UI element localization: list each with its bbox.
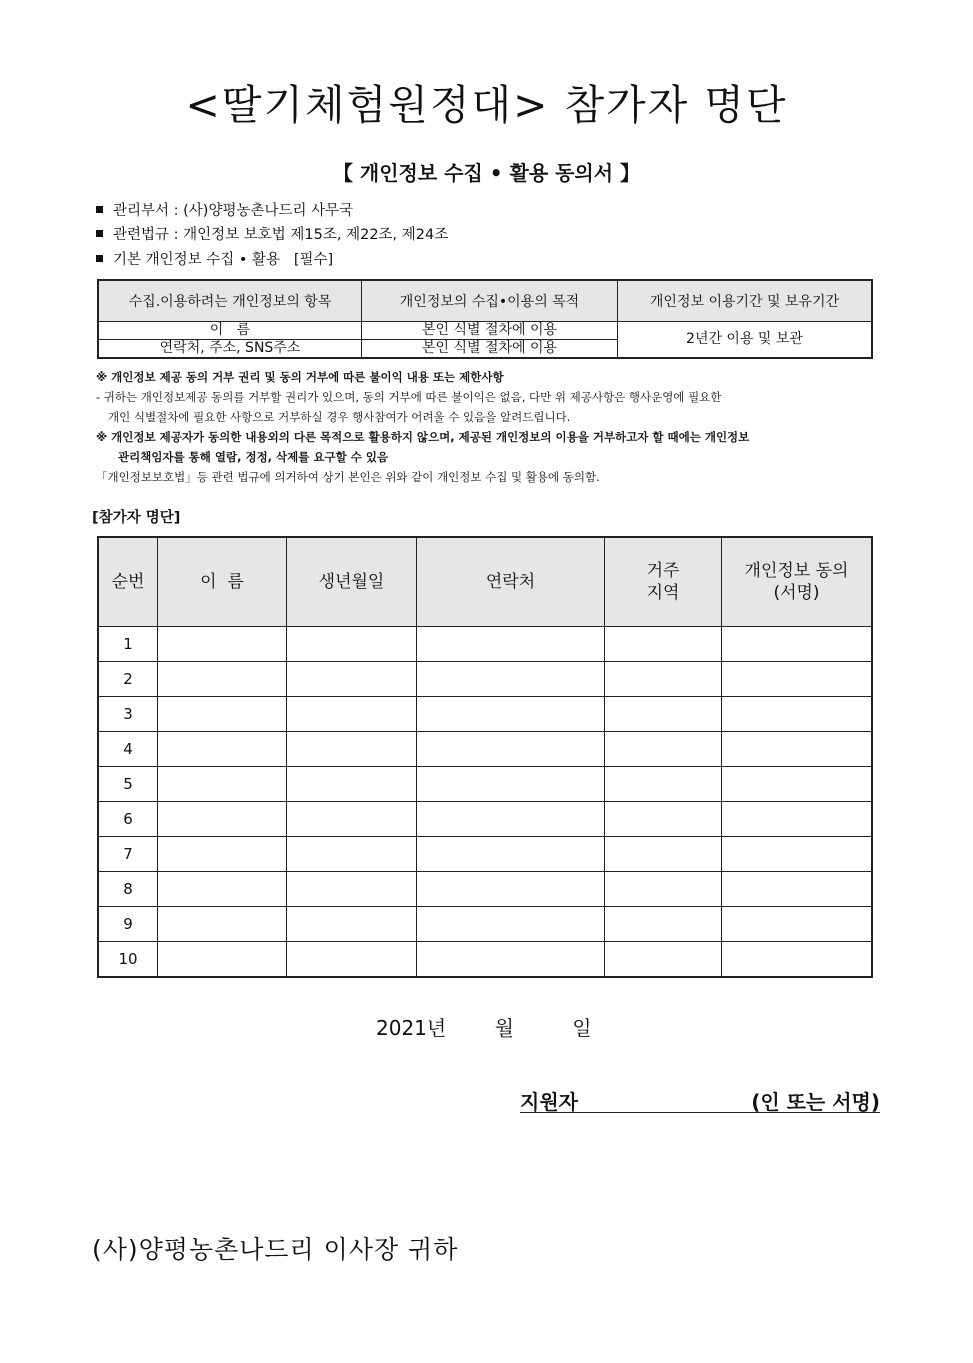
date-day: 일 [572,1016,592,1040]
header-number: 순번 [98,537,158,627]
signature-cell[interactable] [722,662,873,697]
name-cell[interactable] [158,767,287,802]
square-bullet-icon [96,230,103,237]
contact-cell[interactable] [417,907,605,942]
applicant-label: 지원자 [520,1090,578,1114]
contact-cell[interactable] [417,697,605,732]
residence-cell[interactable] [605,942,722,978]
contact-cell[interactable] [417,662,605,697]
square-bullet-icon [96,255,103,262]
birthdate-cell[interactable] [287,732,417,767]
note-line: 개인 식별절차에 필요한 사항으로 거부하실 경우 행사참여가 어려울 수 있음을 알려드립니다. [108,410,571,424]
birthdate-cell[interactable] [287,627,417,662]
birthdate-cell[interactable] [287,872,417,907]
header-residence: 거주 지역 [605,537,722,627]
row-number: 9 [98,907,158,942]
birthdate-cell[interactable] [287,837,417,872]
participant-list-label: [참가자 명단] [92,510,181,526]
header-birthdate: 생년월일 [287,537,417,627]
signature-cell[interactable] [722,907,873,942]
row-number: 10 [98,942,158,978]
residence-cell[interactable] [605,697,722,732]
residence-cell[interactable] [605,732,722,767]
consent-notes [96,367,866,487]
contact-cell[interactable] [417,732,605,767]
table-row [98,837,872,872]
signature-cell[interactable] [722,837,873,872]
residence-cell[interactable] [605,837,722,872]
note-line: - 귀하는 개인정보제공 동의를 거부할 권리가 있으며, 동의 거부에 따른 불이익은 없음, 다만 위 제공사항은 행사운영에 필요한 [96,390,722,404]
row-number: 7 [98,837,158,872]
consent-period: 2년간 이용 및 보관 [618,322,873,359]
name-cell[interactable] [158,907,287,942]
row-number: 6 [98,802,158,837]
header-purpose: 개인정보의 수집•이용의 목적 [362,280,618,322]
page-title: <딸기체험원정대> 참가자 명단 [185,81,788,129]
date-month: 월 [494,1016,514,1040]
signature-cell[interactable] [722,872,873,907]
note-line: ※ 개인정보 제공자가 동의한 내용외의 다른 목적으로 활용하지 않으며, 제공된 개인정보의 이용을 거부하고자 할 때에는 개인정보 [96,430,750,444]
note-line: 「개인정보보호법」등 관련 법규에 의거하여 상기 본인은 위와 같이 개인정보 수집 및 활용에 동의함. [96,470,600,484]
header-contact: 연락처 [417,537,605,627]
residence-cell[interactable] [605,907,722,942]
residence-cell[interactable] [605,767,722,802]
signature-line[interactable] [520,1086,880,1113]
table-row [98,662,872,697]
contact-cell[interactable] [417,942,605,978]
header-item: 수집.이용하려는 개인정보의 항목 [98,280,362,322]
signature-note: (인 또는 서명) [751,1090,880,1114]
table-row [98,697,872,732]
table-row [98,767,872,802]
info-item-department: 관리부서 : (사)양평농촌나드리 사무국 [96,199,353,220]
name-cell[interactable] [158,802,287,837]
name-cell[interactable] [158,837,287,872]
name-cell[interactable] [158,872,287,907]
table-row [98,802,872,837]
name-cell[interactable] [158,732,287,767]
consent-item: 연락처, 주소, SNS주소 [98,340,362,359]
signature-cell[interactable] [722,627,873,662]
row-number: 2 [98,662,158,697]
contact-cell[interactable] [417,802,605,837]
contact-cell[interactable] [417,627,605,662]
consent-item: 이 름 [98,322,362,340]
consent-form-subtitle: 【 개인정보 수집 • 활용 동의서 】 [332,161,641,185]
row-number: 5 [98,767,158,802]
consent-row [98,322,872,340]
residence-cell[interactable] [605,802,722,837]
birthdate-cell[interactable] [287,767,417,802]
note-line: 관리책임자를 통해 열람, 정정, 삭제를 요구할 수 있음 [118,450,389,464]
addressee: (사)양평농촌나드리 이사장 귀하 [92,1235,459,1264]
signature-cell[interactable] [722,732,873,767]
signature-cell[interactable] [722,802,873,837]
name-cell[interactable] [158,697,287,732]
info-item-required: 기본 개인정보 수집 • 활용 [필수] [96,248,333,269]
row-number: 3 [98,697,158,732]
signature-cell[interactable] [722,697,873,732]
birthdate-cell[interactable] [287,907,417,942]
consent-purpose: 본인 식별 절차에 이용 [362,340,618,359]
contact-cell[interactable] [417,872,605,907]
row-number: 8 [98,872,158,907]
participant-table [97,536,873,978]
birthdate-cell[interactable] [287,662,417,697]
consent-purpose: 본인 식별 절차에 이용 [362,322,618,340]
table-row [98,872,872,907]
signature-cell[interactable] [722,942,873,978]
note-line: ※ 개인정보 제공 동의 거부 권리 및 동의 거부에 따른 불이익 내용 또는 제한사항 [96,370,504,384]
table-row [98,942,872,978]
row-number: 1 [98,627,158,662]
row-number: 4 [98,732,158,767]
square-bullet-icon [96,206,103,213]
contact-cell[interactable] [417,837,605,872]
consent-table-header [98,280,872,322]
residence-cell[interactable] [605,627,722,662]
date-year: 2021년 [376,1016,447,1040]
table-row [98,627,872,662]
name-cell[interactable] [158,662,287,697]
birthdate-cell[interactable] [287,942,417,978]
residence-cell[interactable] [605,872,722,907]
name-cell[interactable] [158,942,287,978]
name-cell[interactable] [158,627,287,662]
birthdate-cell[interactable] [287,802,417,837]
contact-cell[interactable] [417,767,605,802]
header-consent-signature: 개인정보 동의 (서명) [722,537,873,627]
header-period: 개인정보 이용기간 및 보유기간 [618,280,873,322]
date-line [376,1012,592,1041]
consent-table [97,279,873,359]
signature-cell[interactable] [722,767,873,802]
header-name: 이 름 [158,537,287,627]
birthdate-cell[interactable] [287,697,417,732]
table-row [98,907,872,942]
info-item-law: 관련법규 : 개인정보 보호법 제15조, 제22조, 제24조 [96,223,448,244]
participant-table-header [98,537,872,627]
residence-cell[interactable] [605,662,722,697]
table-row [98,732,872,767]
